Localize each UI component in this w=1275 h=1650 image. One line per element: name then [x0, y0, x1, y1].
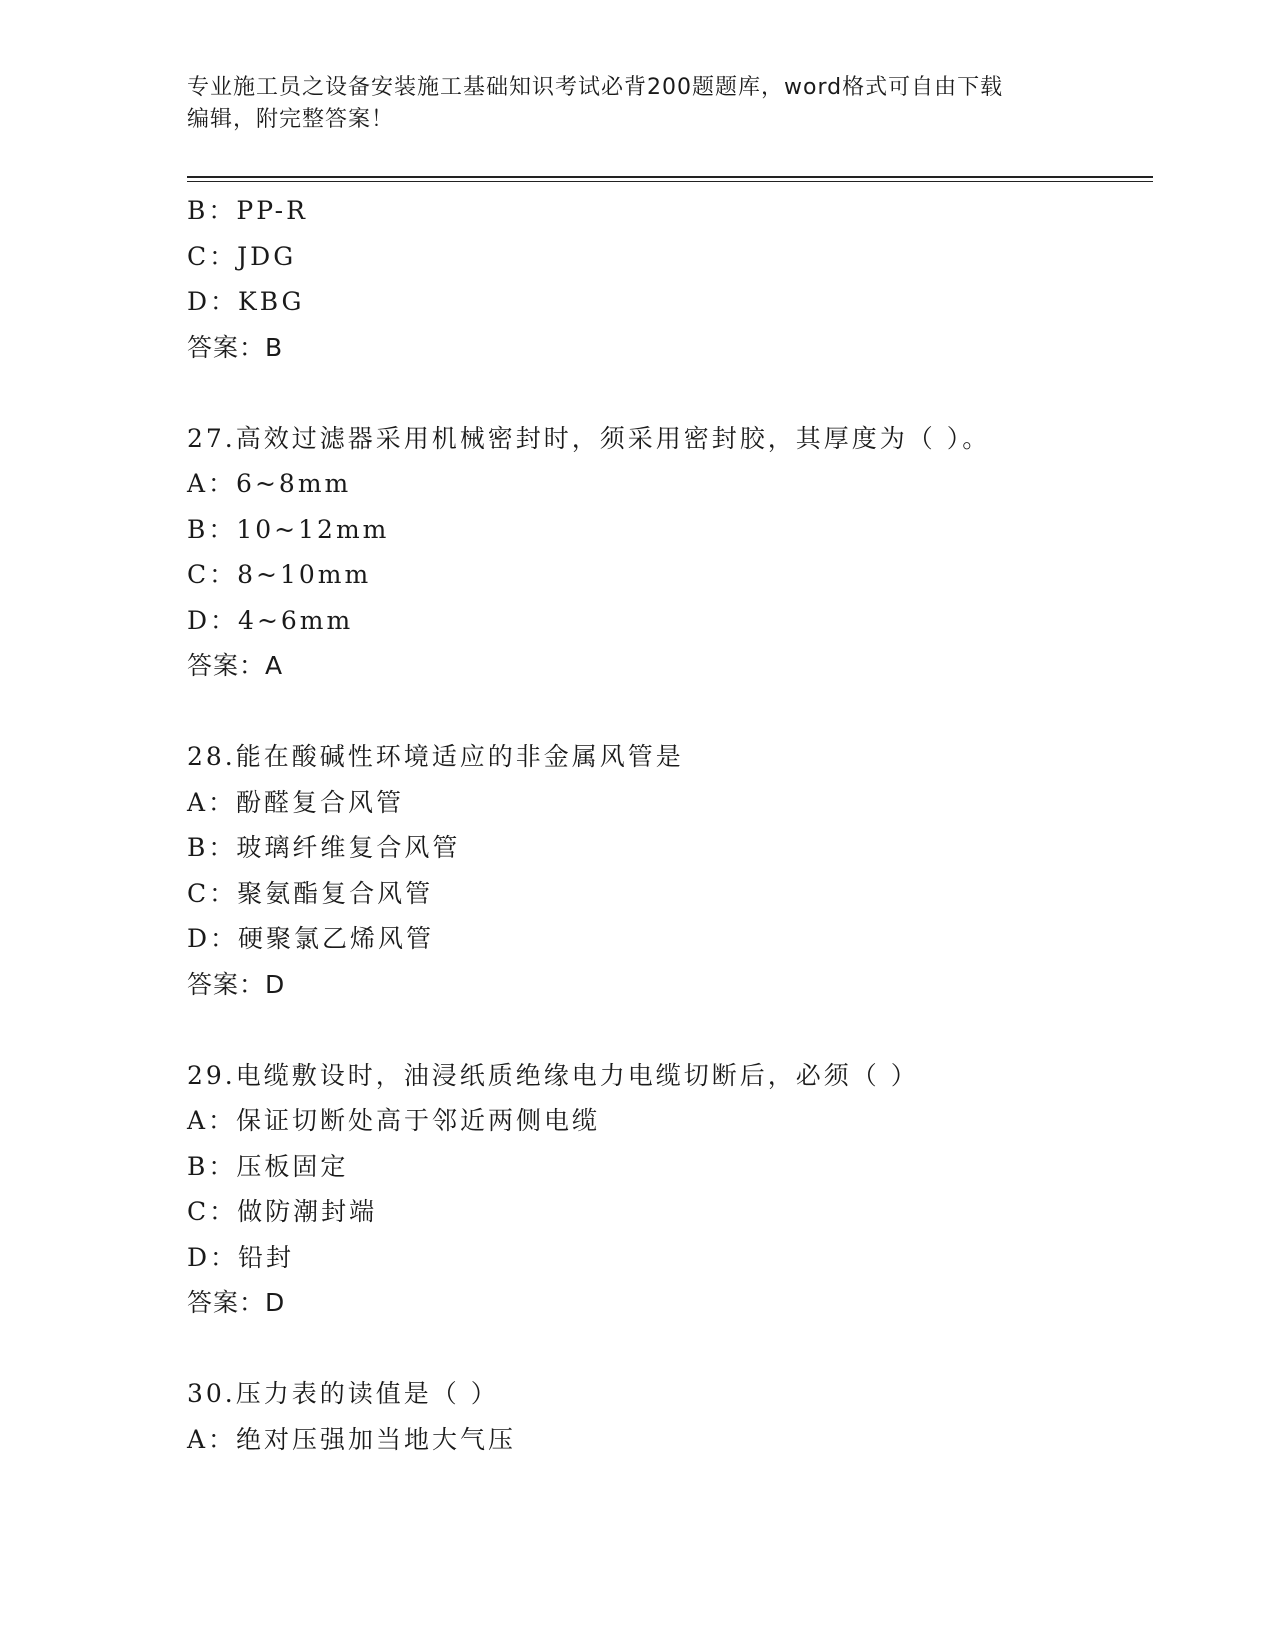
option-d: D：4~6mm	[187, 605, 354, 635]
question-text: 29.电缆敷设时，油浸纸质绝缘电力电缆切断后，必须（ ）	[187, 1060, 919, 1090]
question-block-26	[187, 188, 1147, 370]
option-a: A：6~8mm	[187, 469, 352, 498]
option-a: A：绝对压强加当地大气压	[187, 1424, 517, 1454]
option-a: A：酚醛复合风管	[187, 787, 405, 817]
header-divider-thin	[187, 181, 1153, 182]
header-title-line-2: 编辑，附完整答案！	[187, 107, 395, 132]
question-block-30	[187, 1371, 1147, 1462]
option-c: C：JDG	[187, 241, 297, 271]
option-b: B：压板固定	[187, 1151, 349, 1181]
answer-text: 答案：A	[187, 651, 284, 680]
question-block-29	[187, 1053, 1147, 1326]
question-text: 30.压力表的读值是（ ）	[187, 1379, 499, 1408]
option-b: B：10~12mm	[187, 514, 390, 544]
option-c: C：8~10mm	[187, 560, 372, 589]
option-d: D：铅封	[187, 1242, 295, 1272]
option-c: C：聚氨酯复合风管	[187, 878, 434, 908]
option-d: D：硬聚氯乙烯风管	[187, 924, 435, 953]
document-header	[187, 72, 1067, 136]
question-list	[187, 188, 1147, 1462]
spacer	[187, 689, 1147, 735]
question-block-28	[187, 734, 1147, 1007]
spacer	[187, 1326, 1147, 1372]
option-a: A：保证切断处高于邻近两侧电缆	[187, 1106, 601, 1135]
spacer	[187, 1007, 1147, 1053]
option-b: B：PP-R	[187, 196, 308, 225]
answer-text: 答案：D	[187, 969, 286, 999]
option-c: C：做防潮封端	[187, 1197, 378, 1226]
header-title-line-1: 专业施工员之设备安装施工基础知识考试必背200题题库，word格式可自由下载	[187, 75, 1004, 100]
answer-text: 答案：D	[187, 1288, 286, 1317]
spacer	[187, 370, 1147, 416]
question-text: 28.能在酸碱性环境适应的非金属风管是	[187, 742, 684, 771]
header-divider-thick	[187, 176, 1153, 178]
question-text: 27.高效过滤器采用机械密封时，须采用密封胶，其厚度为（ ）。	[187, 423, 991, 453]
answer-text: 答案：B	[187, 332, 284, 362]
option-d: D：KBG	[187, 287, 305, 316]
question-block-27	[187, 416, 1147, 689]
option-b: B：玻璃纤维复合风管	[187, 833, 461, 862]
